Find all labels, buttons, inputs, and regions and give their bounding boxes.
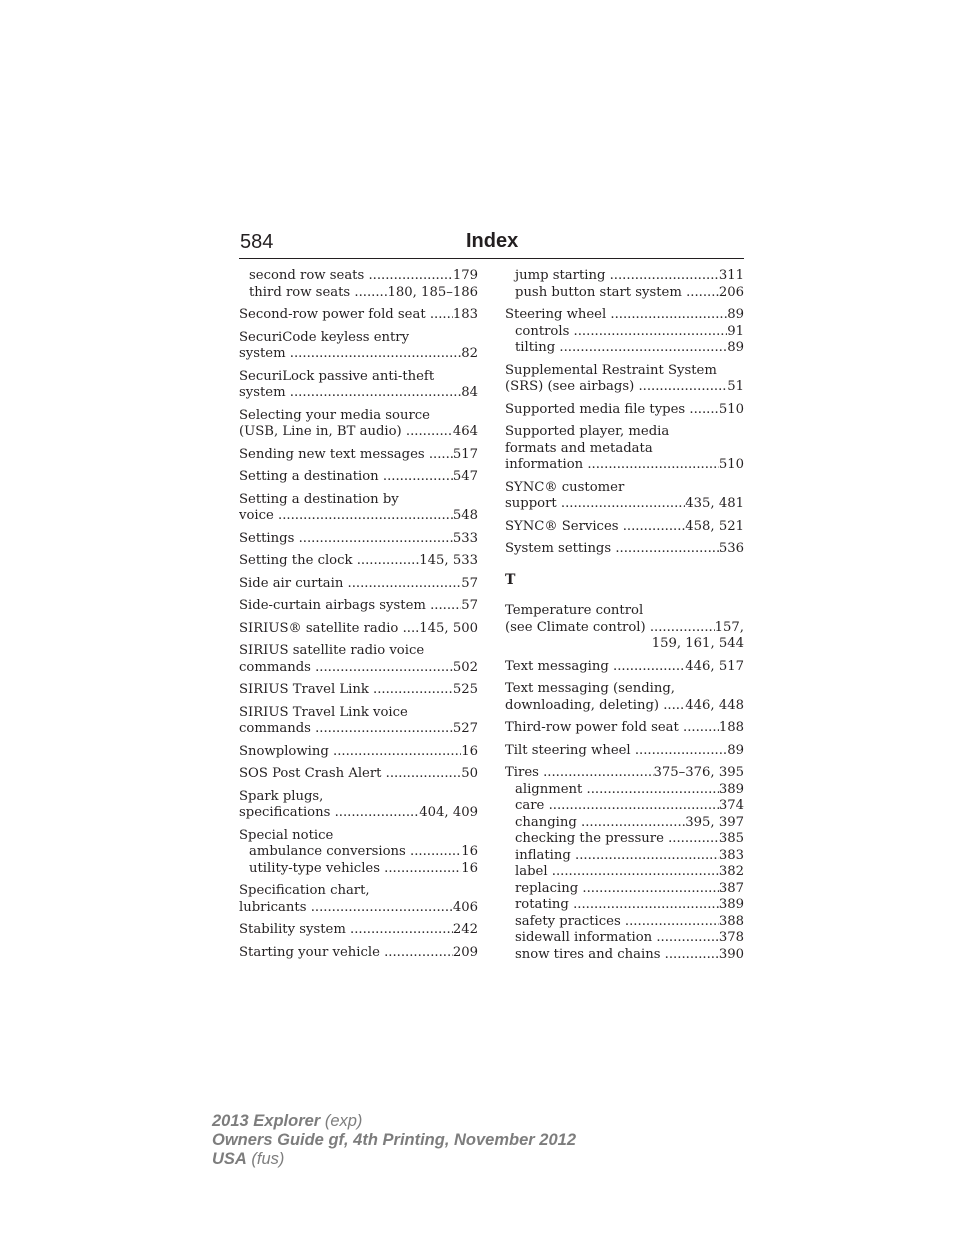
index-entry-line [505, 636, 744, 653]
page-reference: 536 [718, 541, 744, 556]
entry-text: replacing [515, 880, 583, 896]
index-entry [505, 541, 744, 558]
entry-text: Setting a destination by [239, 491, 399, 507]
footer-model: 2013 Explorer [212, 1112, 321, 1130]
page-reference: 16 [461, 743, 478, 759]
index-subentry-line [505, 947, 744, 964]
index-entry-line [239, 492, 478, 509]
entry-text: System settings [505, 541, 616, 556]
index-subentry-line [239, 844, 478, 861]
dot-leader [683, 720, 719, 737]
dot-leader [587, 782, 719, 799]
entry-text: formats and metadata [505, 440, 653, 456]
index-entry-line [505, 519, 744, 536]
dot-leader [278, 508, 453, 525]
page-number: 584 [240, 231, 274, 253]
index-entry [239, 621, 478, 638]
entry-text: system [239, 346, 290, 361]
page-reference: 84 [461, 385, 478, 400]
entry-text: Side-curtain airbags system [239, 598, 431, 613]
index-entry [239, 307, 478, 324]
index-entry [505, 402, 744, 419]
dot-leader [549, 798, 719, 815]
page-reference: 435, 481 [685, 496, 744, 511]
index-subentry-line [239, 861, 478, 878]
page-reference: 548 [452, 508, 478, 523]
dot-leader [552, 864, 719, 881]
page-reference: 533 [452, 530, 478, 546]
dot-leader [573, 897, 719, 914]
dot-leader [403, 621, 420, 638]
index-entry-line [239, 789, 478, 806]
index-subentry-line [505, 782, 744, 799]
index-entry-line [505, 659, 744, 676]
dot-leader [386, 766, 462, 783]
index-subentry-line [505, 881, 744, 898]
footer-market-code: (fus) [246, 1150, 285, 1168]
index-entry-line [505, 441, 744, 458]
dot-leader [315, 721, 453, 738]
dot-leader [668, 831, 719, 848]
dot-leader [587, 457, 718, 474]
entry-text: SYNC® Services [505, 518, 623, 534]
index-entry-line [505, 363, 744, 380]
index-entry [239, 643, 478, 676]
entry-text: alignment [515, 781, 587, 797]
page-reference: 446, 448 [685, 697, 744, 713]
entry-text: changing [515, 814, 582, 830]
dot-leader [610, 307, 727, 324]
index-entry-line [239, 553, 478, 570]
index-entry [239, 766, 478, 783]
index-entry-line [239, 330, 478, 347]
page-reference: 89 [727, 340, 744, 355]
index-entry [505, 519, 744, 536]
index-entry [239, 705, 478, 738]
index-entry-line [239, 828, 478, 845]
index-entry-line [505, 620, 744, 637]
entry-text: SIRIUS Travel Link [239, 682, 373, 697]
page-reference: 388 [718, 913, 744, 929]
page-reference: 464 [452, 424, 478, 439]
index-entry [505, 659, 744, 676]
page-reference: 517 [452, 446, 478, 462]
entry-text: (see Climate control) [505, 619, 650, 635]
dot-leader [357, 553, 420, 570]
dot-leader [574, 324, 728, 341]
dot-leader [559, 340, 727, 357]
dot-leader [575, 848, 719, 865]
page-reference: 188 [718, 720, 744, 735]
entry-text: SIRIUS Travel Link voice [239, 704, 408, 720]
dot-leader [430, 598, 461, 615]
index-entry-line [239, 424, 478, 441]
entry-text: Settings [239, 530, 299, 546]
dot-leader [354, 285, 387, 302]
index-entry-line [505, 681, 744, 698]
dot-leader [348, 576, 462, 593]
page-reference: 510 [718, 457, 744, 472]
page-reference: 57 [461, 598, 478, 613]
entry-text: Stability system [239, 922, 351, 937]
entry-text: Tilt steering wheel [505, 742, 635, 758]
index-entry-line [505, 496, 744, 513]
dot-leader [613, 659, 685, 676]
index-entry [505, 681, 744, 714]
page-header [239, 228, 744, 259]
entry-text: sidewall information [515, 930, 657, 945]
dot-leader [406, 424, 453, 441]
index-entry [505, 603, 744, 653]
entry-text: Setting the clock [239, 553, 357, 568]
index-subentry-line [505, 815, 744, 832]
index-entry-line [239, 766, 478, 783]
entry-text: Temperature control [505, 603, 644, 618]
dot-leader [368, 268, 452, 285]
entry-text: Setting a destination [239, 469, 383, 484]
index-entry [239, 447, 478, 464]
index-entry [505, 480, 744, 513]
entry-text: utility-type vehicles [249, 860, 385, 876]
entry-text: Supported media file types [505, 401, 690, 417]
index-entry [505, 307, 744, 357]
index-subentry-line [505, 285, 744, 302]
index-entry [505, 363, 744, 396]
entry-text: rotating [515, 897, 574, 912]
dot-leader [561, 496, 685, 513]
entry-text: SIRIUS satellite radio voice [239, 643, 425, 658]
dot-leader [615, 541, 718, 558]
dot-leader [650, 620, 715, 637]
index-subentry-line [505, 268, 744, 285]
page-reference: 458, 521 [685, 518, 744, 534]
entry-text: label [515, 864, 552, 879]
entry-text: Starting your vehicle [239, 944, 385, 960]
index-entry [239, 789, 478, 822]
index-entry-line [239, 447, 478, 464]
dot-leader [373, 682, 453, 699]
index-entry [239, 408, 478, 441]
page-reference: 16 [461, 860, 478, 876]
dot-leader [410, 844, 461, 861]
entry-text: Supplemental Restraint System [505, 362, 717, 378]
page-reference: 389 [718, 897, 744, 912]
dot-leader [610, 268, 719, 285]
index-entry [239, 744, 478, 761]
dot-leader [384, 945, 453, 962]
index-entry-line [505, 698, 744, 715]
index-entry-line [505, 603, 744, 620]
entry-text: Snowplowing [239, 743, 333, 759]
index-subentry-line [505, 914, 744, 931]
index-entry [239, 883, 478, 916]
page-reference: 406 [452, 899, 478, 915]
entry-text: Special notice [239, 827, 334, 843]
page-reference: 16 [461, 844, 478, 859]
index-entry-line [239, 744, 478, 761]
index-entry [239, 369, 478, 402]
entry-text: jump starting [515, 268, 610, 283]
entry-text: inflating [515, 847, 576, 863]
entry-text: system [239, 385, 290, 400]
index-entry [239, 268, 478, 301]
index-column-right [505, 268, 744, 969]
index-entry-line [239, 346, 478, 363]
page-reference: 89 [727, 307, 744, 322]
dot-leader [635, 743, 727, 760]
index-entry-line [505, 541, 744, 558]
footer-line-2 [212, 1131, 576, 1150]
page-reference: 82 [461, 346, 478, 361]
page-reference: 57 [461, 575, 478, 591]
entry-text: Side air curtain [239, 575, 348, 591]
entry-text: second row seats [249, 268, 369, 283]
page-reference: 206 [718, 284, 744, 300]
index-entry-line [505, 379, 744, 396]
page-reference: 387 [718, 880, 744, 896]
index-entry-line [239, 369, 478, 386]
page-reference: 404, 409 [419, 805, 478, 820]
entry-text: Steering wheel [505, 307, 611, 322]
page-reference: 525 [452, 682, 478, 697]
entry-text: third row seats [249, 284, 355, 300]
page-reference: 145, 533 [419, 553, 478, 568]
index-subentry-line [505, 340, 744, 357]
index-entry-line [239, 682, 478, 699]
dot-leader [335, 805, 420, 822]
index-entry-line [505, 720, 744, 737]
entry-text: information [505, 457, 588, 472]
dot-leader [429, 447, 453, 464]
page-reference: 51 [727, 379, 744, 394]
entry-text: lubricants [239, 899, 311, 915]
index-entry-line [239, 705, 478, 722]
page-reference: 50 [461, 766, 478, 781]
index-entry-line [505, 402, 744, 419]
dot-leader [315, 660, 453, 677]
footer-edition: Owners Guide gf, 4th Printing, November 2012 [212, 1131, 576, 1149]
footer-line-1 [212, 1112, 576, 1131]
index-entry-line [239, 643, 478, 660]
index-entry-line [239, 621, 478, 638]
index-subentry-line [505, 831, 744, 848]
entry-text: tilting [515, 340, 560, 355]
page-reference: 311 [718, 268, 744, 283]
index-subentry-line [505, 798, 744, 815]
index-entry [239, 598, 478, 615]
index-entry [239, 828, 478, 878]
dot-leader [430, 307, 453, 324]
index-entry [505, 765, 744, 963]
index-column-left [239, 268, 478, 967]
page-reference: 89 [727, 742, 744, 758]
index-entry [239, 576, 478, 593]
index-entry [505, 268, 744, 301]
dot-leader [383, 469, 453, 486]
entry-text: Third-row power fold seat [505, 720, 683, 735]
entry-text: care [515, 798, 549, 813]
entry-text: push button start system [515, 284, 687, 300]
entry-text: snow tires and chains [515, 946, 665, 962]
index-entry-line [239, 469, 478, 486]
index-entry [239, 469, 478, 486]
entry-text: SecuriLock passive anti-theft [239, 368, 435, 384]
index-entry-line [239, 307, 478, 324]
entry-text: specifications [239, 805, 335, 820]
entry-text: support [505, 496, 561, 511]
footer [212, 1112, 576, 1169]
page-reference: 390 [718, 946, 744, 962]
index-entry [239, 922, 478, 939]
page-reference: 183 [452, 307, 478, 322]
index-entry-line [239, 598, 478, 615]
entry-text: (USB, Line in, BT audio) [239, 424, 406, 439]
dot-leader [333, 744, 461, 761]
index-entry [239, 492, 478, 525]
footer-market: USA [212, 1150, 247, 1168]
index-entry-line [505, 743, 744, 760]
index-entry-line [239, 900, 478, 917]
entry-text: Supported player, media [505, 424, 670, 439]
entry-text: Tires [505, 765, 544, 780]
dot-leader [299, 531, 453, 548]
entry-text: Second-row power fold seat [239, 307, 430, 322]
page-reference: 385 [718, 831, 744, 846]
index-entry-line [239, 385, 478, 402]
entry-text: commands [239, 659, 316, 675]
index-entry-line [239, 660, 478, 677]
index-entry-line [239, 408, 478, 425]
index-entry [239, 531, 478, 548]
dot-leader [290, 385, 461, 402]
dot-leader [350, 922, 453, 939]
entry-text: (SRS) (see airbags) [505, 379, 639, 394]
dot-leader [581, 815, 685, 832]
page-reference: 395, 397 [685, 814, 744, 830]
entry-text: Text messaging (sending, [505, 681, 675, 696]
page-reference: 389 [718, 781, 744, 797]
page-reference: 179 [452, 268, 478, 283]
entry-text: Text messaging [505, 658, 613, 674]
index-entry [239, 682, 478, 699]
entry-text: 159, 161, 544 [651, 636, 744, 651]
index-entry-line [239, 508, 478, 525]
dot-leader [290, 346, 461, 363]
index-entry-line [505, 424, 744, 441]
dot-leader [665, 947, 719, 964]
entry-text: SOS Post Crash Alert [239, 766, 386, 781]
entry-text: SIRIUS® satellite radio [239, 620, 403, 636]
entry-text: checking the pressure [515, 831, 669, 846]
entry-text: Specification chart, [239, 883, 370, 898]
page-reference: 374 [718, 798, 744, 813]
index-entry [239, 553, 478, 570]
dot-leader [686, 285, 719, 302]
footer-model-code: (exp) [320, 1112, 363, 1130]
index-entry-line [239, 883, 478, 900]
index-entry-line [239, 922, 478, 939]
page-reference: 446, 517 [685, 658, 744, 674]
page-reference: 382 [718, 864, 744, 879]
dot-leader [689, 402, 718, 419]
page-reference: 91 [727, 323, 744, 339]
index-entry-line [239, 531, 478, 548]
entry-text: commands [239, 721, 316, 736]
page-reference: 145, 500 [419, 620, 478, 636]
entry-text: Sending new text messages [239, 446, 429, 462]
entry-text: Selecting your media source [239, 407, 430, 423]
dot-leader [384, 861, 461, 878]
page-reference: 375–376, 395 [653, 765, 744, 780]
index-entry [505, 720, 744, 737]
index-entry [239, 330, 478, 363]
index-letter-heading: T [505, 571, 516, 588]
entry-text: SYNC® customer [505, 479, 625, 495]
index-entry-line [505, 765, 744, 782]
footer-line-3 [212, 1150, 576, 1169]
index-entry [505, 424, 744, 474]
index-entry-line [505, 457, 744, 474]
page-reference: 510 [718, 401, 744, 417]
index-entry-line [239, 576, 478, 593]
entry-text: voice [239, 508, 278, 523]
page-title: Index [466, 230, 519, 252]
dot-leader [625, 914, 719, 931]
page-reference: 547 [452, 469, 478, 484]
page-reference: 209 [452, 944, 478, 960]
index-entry-line [239, 945, 478, 962]
page-reference: 378 [718, 930, 744, 945]
index-subentry-line [239, 285, 478, 302]
index-subentry-line [505, 864, 744, 881]
index-subentry-line [505, 324, 744, 341]
index-subentry-line [505, 930, 744, 947]
entry-text: ambulance conversions [249, 844, 411, 859]
entry-text: downloading, deleting) [505, 697, 664, 713]
index-entry [505, 743, 744, 760]
entry-text: safety practices [515, 913, 625, 929]
index-entry-line [505, 480, 744, 497]
dot-leader [543, 765, 653, 782]
index-subentry-line [239, 268, 478, 285]
index-entry-line [239, 805, 478, 822]
dot-leader [663, 698, 685, 715]
index-subentry-line [505, 848, 744, 865]
dot-leader [638, 379, 727, 396]
page-reference: 383 [718, 847, 744, 863]
index-entry-line [239, 721, 478, 738]
dot-leader [623, 519, 686, 536]
page-reference: 502 [452, 659, 478, 675]
page-reference: 242 [452, 922, 478, 937]
index-entry-line [505, 307, 744, 324]
index-entry [239, 945, 478, 962]
dot-leader [582, 881, 718, 898]
page-reference: 157, [714, 619, 744, 635]
entry-text: SecuriCode keyless entry [239, 329, 410, 345]
entry-text: Spark plugs, [239, 788, 324, 804]
page-reference: 180, 185–186 [387, 284, 478, 300]
page-reference: 527 [452, 721, 478, 736]
index-subentry-line [505, 897, 744, 914]
dot-leader [656, 930, 718, 947]
dot-leader [311, 900, 453, 917]
entry-text: controls [515, 323, 574, 339]
